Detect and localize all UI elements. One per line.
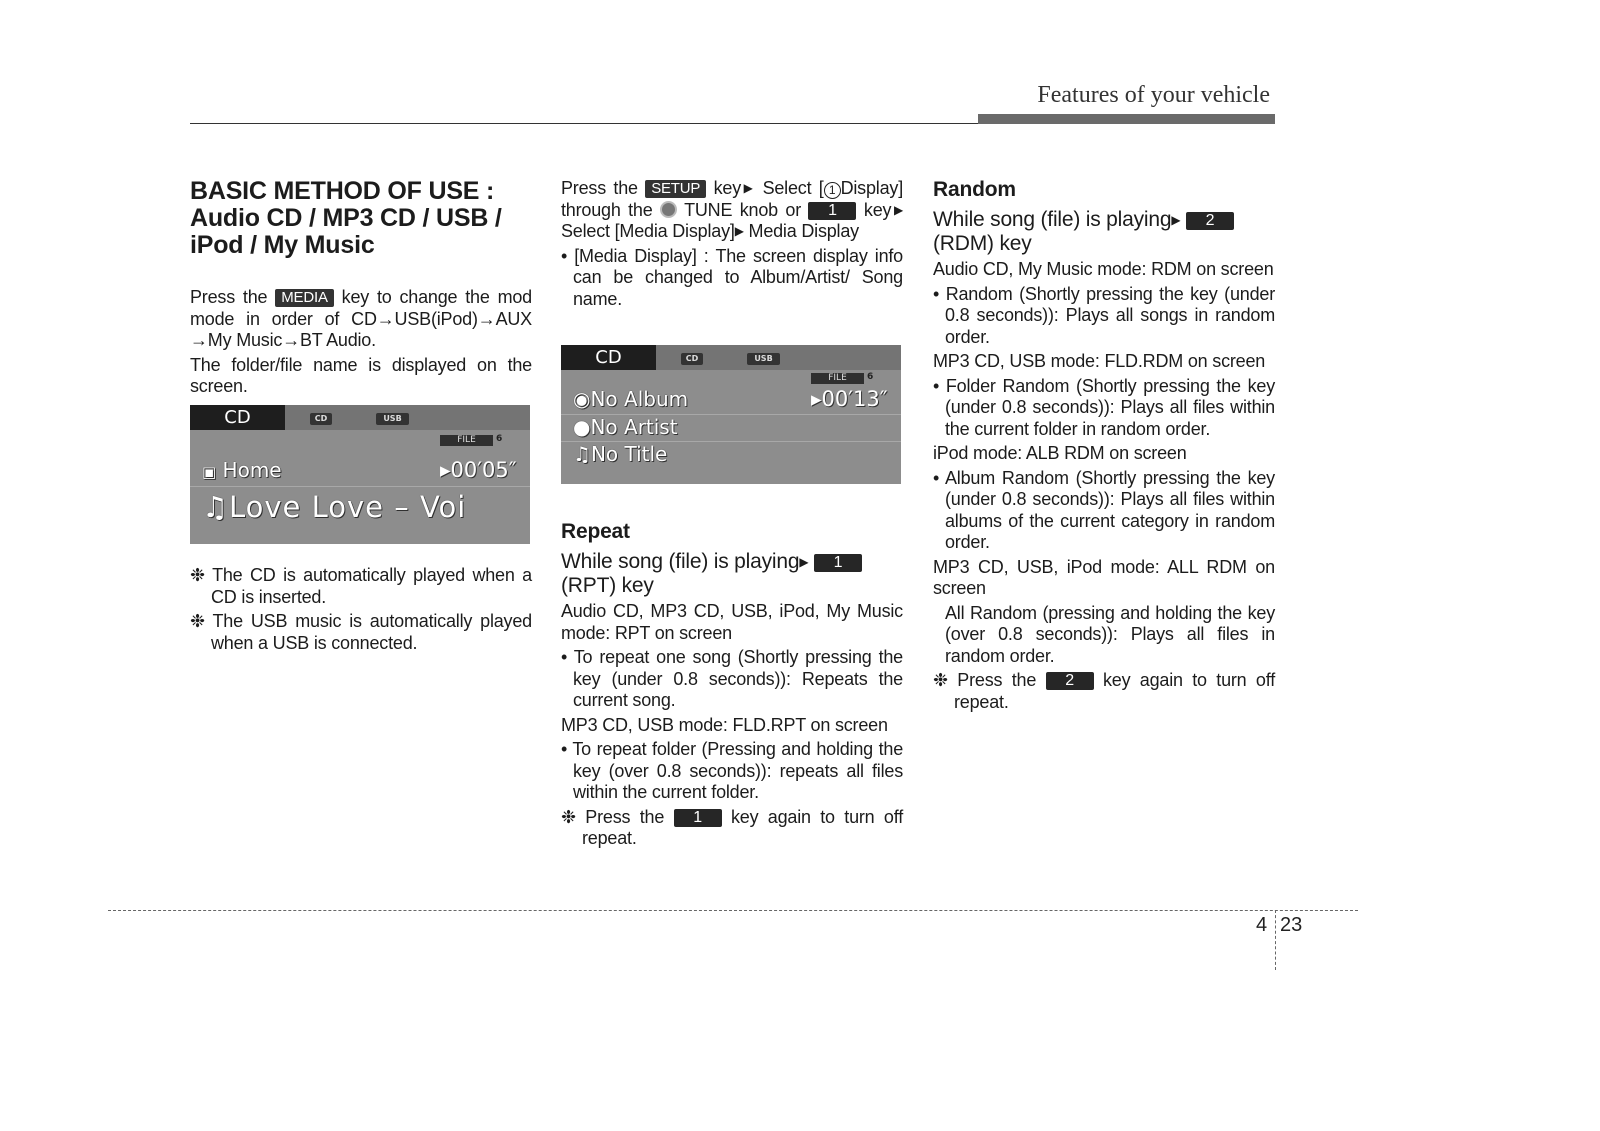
random-bullet-1: • Random (Shortly pressing the key (under 0.8 seconds)): Plays all songs in random order. bbox=[933, 283, 1275, 347]
column-1 bbox=[190, 178, 532, 401]
text: Press the bbox=[190, 287, 276, 307]
arrow-icon: ▶ bbox=[1171, 213, 1181, 227]
repeat-bullet-2: • To repeat folder (Pressing and holding the key (over 0.8 seconds)): repeats all files within the current folder. bbox=[561, 739, 903, 802]
cd-auto-play-note bbox=[190, 565, 532, 608]
text: TUNE knob or bbox=[676, 199, 809, 220]
album-icon: ◉ bbox=[573, 387, 591, 411]
random-heading: Random bbox=[933, 178, 1016, 201]
folder-icon: ▣ bbox=[202, 463, 217, 481]
file-number: 6 bbox=[867, 372, 874, 382]
file-badge: FILE bbox=[811, 373, 864, 384]
text: key again to turn off repeat. bbox=[954, 670, 1275, 712]
song-name: Love Love – Voi bbox=[229, 490, 467, 524]
tune-knob-icon bbox=[660, 201, 677, 218]
column-2 bbox=[561, 178, 903, 313]
text: (RDM) key bbox=[933, 232, 1032, 255]
repeat-heading: Repeat bbox=[561, 520, 630, 543]
artist-name: No Artist bbox=[590, 415, 678, 439]
page-header-title: Features of your vehicle bbox=[1037, 82, 1270, 108]
text: Select [Media Display] bbox=[561, 221, 735, 241]
header-bar bbox=[978, 114, 1275, 124]
repeat-section bbox=[561, 520, 903, 853]
repeat-note bbox=[561, 807, 903, 850]
note-text: The USB music is automatically played when a USB is connected. bbox=[211, 611, 532, 653]
cd-chip: CD bbox=[681, 353, 703, 365]
arrow-icon: ▶ bbox=[891, 202, 903, 217]
repeat-mode-1: Audio CD, MP3 CD, USB, iPod, My Music mode: RPT on screen bbox=[561, 601, 903, 643]
screen-line-song bbox=[202, 490, 466, 524]
preset-key-2: 2 bbox=[1046, 672, 1094, 690]
text: key bbox=[856, 199, 892, 220]
column-1-notes bbox=[190, 565, 532, 657]
media-display-screen bbox=[561, 345, 901, 484]
file-badge: FILE bbox=[440, 435, 493, 446]
file-number: 6 bbox=[496, 434, 503, 444]
text: While song (file) is playing bbox=[933, 208, 1172, 231]
note-icon: ♫ bbox=[202, 490, 229, 524]
chapter-number: 4 bbox=[1256, 914, 1268, 936]
text: (RPT) key bbox=[561, 574, 654, 597]
screen-line-title bbox=[573, 442, 667, 466]
text: Press the bbox=[947, 670, 1046, 690]
note-mark: ❉ bbox=[933, 670, 948, 690]
note-text: The CD is automatically played when a CD is inserted. bbox=[211, 565, 532, 607]
screen-line-artist bbox=[573, 415, 678, 439]
usb-auto-play-note bbox=[190, 611, 532, 654]
album-name: No Album bbox=[590, 387, 689, 411]
section-title bbox=[190, 178, 532, 259]
cd-screen-display bbox=[190, 405, 530, 544]
setup-key: SETUP bbox=[645, 180, 706, 198]
preset-key-1: 1 bbox=[814, 554, 862, 572]
preset-key-1: 1 bbox=[674, 809, 722, 827]
note-mark: ❉ bbox=[190, 565, 205, 585]
text: Press the bbox=[575, 806, 674, 827]
random-bullet-3: • Album Random (Shortly pressing the key (under 0.8 seconds)): Plays all files within albums of the current category in random order. bbox=[933, 467, 1275, 552]
random-lead bbox=[933, 208, 1275, 256]
note-mark: ❉ bbox=[190, 611, 205, 631]
media-key-paragraph bbox=[190, 287, 532, 352]
title-line-2: Audio CD / MP3 CD / USB / bbox=[190, 204, 502, 232]
text: key bbox=[706, 178, 741, 198]
setup-instruction bbox=[561, 178, 903, 243]
text: Select [ bbox=[755, 178, 824, 198]
random-all-text: All Random (pressing and holding the key (over 0.8 seconds)): Plays all files in random order. bbox=[945, 602, 1275, 666]
preset-key-2: 2 bbox=[1186, 212, 1234, 230]
random-mode-4: MP3 CD, USB, iPod mode: ALL RDM on screen bbox=[933, 556, 1275, 598]
screen-tab-cd: CD bbox=[561, 345, 656, 370]
preset-key-1: 1 bbox=[808, 202, 856, 220]
screen-tab-cd: CD bbox=[190, 405, 285, 430]
footer-dashed-rule bbox=[108, 910, 1358, 911]
random-mode-3: iPod mode: ALB RDM on screen bbox=[933, 443, 1187, 463]
screen-line-home bbox=[202, 458, 282, 482]
text: While song (file) is playing bbox=[561, 550, 800, 573]
text: key to change the mod mode in order of CD→USB(iPod)→AUX →My Music→BT Audio. bbox=[190, 287, 532, 350]
random-note bbox=[933, 670, 1275, 713]
text: key again to turn off repeat. bbox=[582, 806, 903, 848]
random-mode-1: Audio CD, My Music mode: RDM on screen bbox=[933, 259, 1274, 279]
text: Press the bbox=[561, 178, 646, 198]
cd-chip: CD bbox=[310, 413, 332, 425]
repeat-lead bbox=[561, 550, 903, 598]
title-line-1: BASIC METHOD OF USE : bbox=[190, 177, 495, 205]
footer-page-divider bbox=[1275, 910, 1276, 970]
elapsed-time: ▸00′13″ bbox=[811, 387, 888, 411]
screen-line-album bbox=[573, 387, 688, 411]
screen-separator bbox=[190, 486, 530, 487]
arrow-icon: ▶ bbox=[799, 555, 809, 569]
text: Display] through the bbox=[561, 178, 903, 220]
circled-number-icon: 1 bbox=[824, 182, 841, 199]
arrow-icon: ▶ bbox=[734, 224, 744, 238]
repeat-mode-2: MP3 CD, USB mode: FLD.RPT on screen bbox=[561, 714, 888, 735]
arrow-icon: ▶ bbox=[741, 181, 756, 195]
page-number: 23 bbox=[1280, 914, 1303, 936]
note-icon: ♫ bbox=[573, 442, 591, 466]
repeat-bullet-1: • To repeat one song (Shortly pressing the key (under 0.8 seconds)): Repeats the current song. bbox=[561, 647, 903, 710]
media-key: MEDIA bbox=[275, 289, 334, 307]
folder-name: Home bbox=[222, 458, 282, 482]
text: Media Display bbox=[743, 221, 859, 241]
folder-paragraph: The folder/file name is displayed on the screen. bbox=[190, 354, 532, 396]
person-icon: ● bbox=[573, 415, 591, 439]
usb-chip: USB bbox=[376, 413, 409, 425]
elapsed-time: ▸00′05″ bbox=[440, 458, 517, 482]
usb-chip: USB bbox=[747, 353, 780, 365]
note-mark: ❉ bbox=[561, 806, 576, 827]
title-line-3: iPod / My Music bbox=[190, 231, 375, 259]
random-mode-2: MP3 CD, USB mode: FLD.RDM on screen bbox=[933, 351, 1266, 371]
random-bullet-2: • Folder Random (Shortly pressing the key (under 0.8 seconds)): Plays all files within the current folder in random order. bbox=[933, 375, 1275, 439]
song-title: No Title bbox=[590, 442, 668, 466]
media-display-bullet: • [Media Display] : The screen display info can be changed to Album/Artist/ Song name. bbox=[561, 245, 903, 309]
random-section bbox=[933, 178, 1275, 716]
